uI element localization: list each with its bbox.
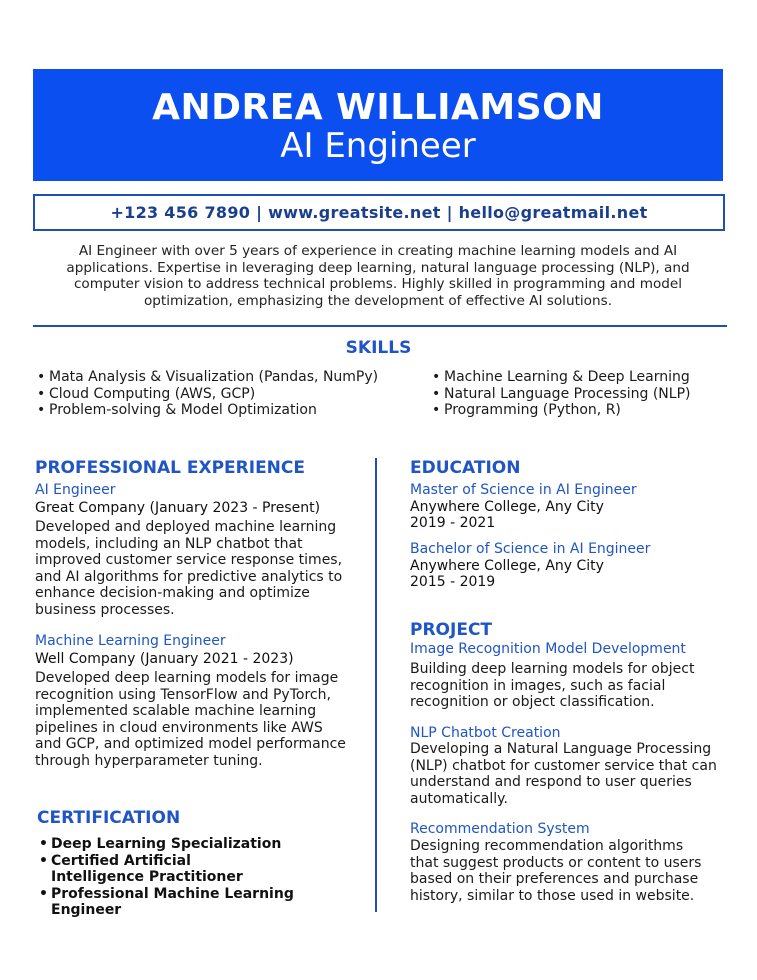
header-banner [33, 69, 723, 181]
skill-item: • Natural Language Processing (NLP) [430, 386, 690, 403]
contact-bar [33, 194, 725, 231]
certification-item: • Deep Learning Specialization [37, 836, 357, 853]
school-years: 2015 - 2019 [410, 574, 496, 590]
job-role: AI Engineer [35, 482, 116, 498]
section-divider [33, 325, 727, 327]
skill-item: • Mata Analysis & Visualization (Pandas, NumPy) [35, 369, 378, 386]
education-heading: EDUCATION [410, 458, 521, 478]
skills-heading: SKILLS [345, 338, 412, 358]
job-description: Developed deep learning models for image recognition using TensorFlow and PyTorch, implemented scalable machine learning pipelines in cloud environments like AWS and GCP, and optimized model performance through hyperparameter tuning. [35, 670, 346, 769]
job-description: Developed and deployed machine learning models, including an NLP chatbot that improved customer service response times, and AI algorithms for predictive analytics to enhance decision-making and optimize business processes. [35, 519, 343, 618]
job-role: Machine Learning Engineer [35, 633, 226, 649]
skills-list-right [430, 369, 690, 419]
school-years: 2019 - 2021 [410, 515, 496, 531]
skills-list-left [35, 369, 378, 419]
candidate-name: ANDREA WILLIAMSON [152, 87, 604, 128]
skill-item: • Machine Learning & Deep Learning [430, 369, 690, 386]
project-heading: PROJECT [410, 620, 493, 640]
skill-item: • Cloud Computing (AWS, GCP) [35, 386, 378, 403]
project-name: Recommendation System [410, 821, 590, 837]
certification-item: • Professional Machine Learning Engineer [37, 886, 357, 919]
job-company: Great Company (January 2023 - Present) [35, 500, 321, 516]
job-company: Well Company (January 2021 - 2023) [35, 651, 294, 667]
skill-item: • Problem-solving & Model Optimization [35, 402, 378, 419]
degree-title: Master of Science in AI Engineer [410, 482, 637, 498]
summary-paragraph: AI Engineer with over 5 years of experience in creating machine learning models and AI applications. Expertise in leveraging deep learning, natural language processing (NLP), and computer vision to address technical problems. Highly skilled in programming and model optimization, emphasizing the development of effective AI solutions. [66, 243, 690, 309]
candidate-role: AI Engineer [280, 126, 476, 166]
project-name: Image Recognition Model Development [410, 641, 686, 657]
school-name: Anywhere College, Any City [410, 558, 604, 574]
certification-item: • Certified Artificial Intelligence Practitioner [37, 853, 261, 886]
certification-list [37, 836, 357, 919]
column-divider [375, 458, 377, 912]
certification-heading: CERTIFICATION [37, 808, 181, 828]
experience-heading: PROFESSIONAL EXPERIENCE [35, 458, 305, 478]
project-name: NLP Chatbot Creation [410, 725, 561, 741]
contact-info: +123 456 7890 | www.greatsite.net | hello@greatmail.net [110, 203, 648, 222]
school-name: Anywhere College, Any City [410, 499, 604, 515]
project-description: Building deep learning models for object recognition in images, such as facial recognition or object classification. [410, 661, 695, 710]
project-description: Developing a Natural Language Processing (NLP) chatbot for customer service that can understand and respond to user queries automatically. [410, 741, 717, 807]
skill-item: • Programming (Python, R) [430, 402, 690, 419]
degree-title: Bachelor of Science in AI Engineer [410, 541, 651, 557]
project-description: Designing recommendation algorithms that suggest products or content to users based on their preferences and purchase history, similar to those used in website. [410, 838, 702, 904]
